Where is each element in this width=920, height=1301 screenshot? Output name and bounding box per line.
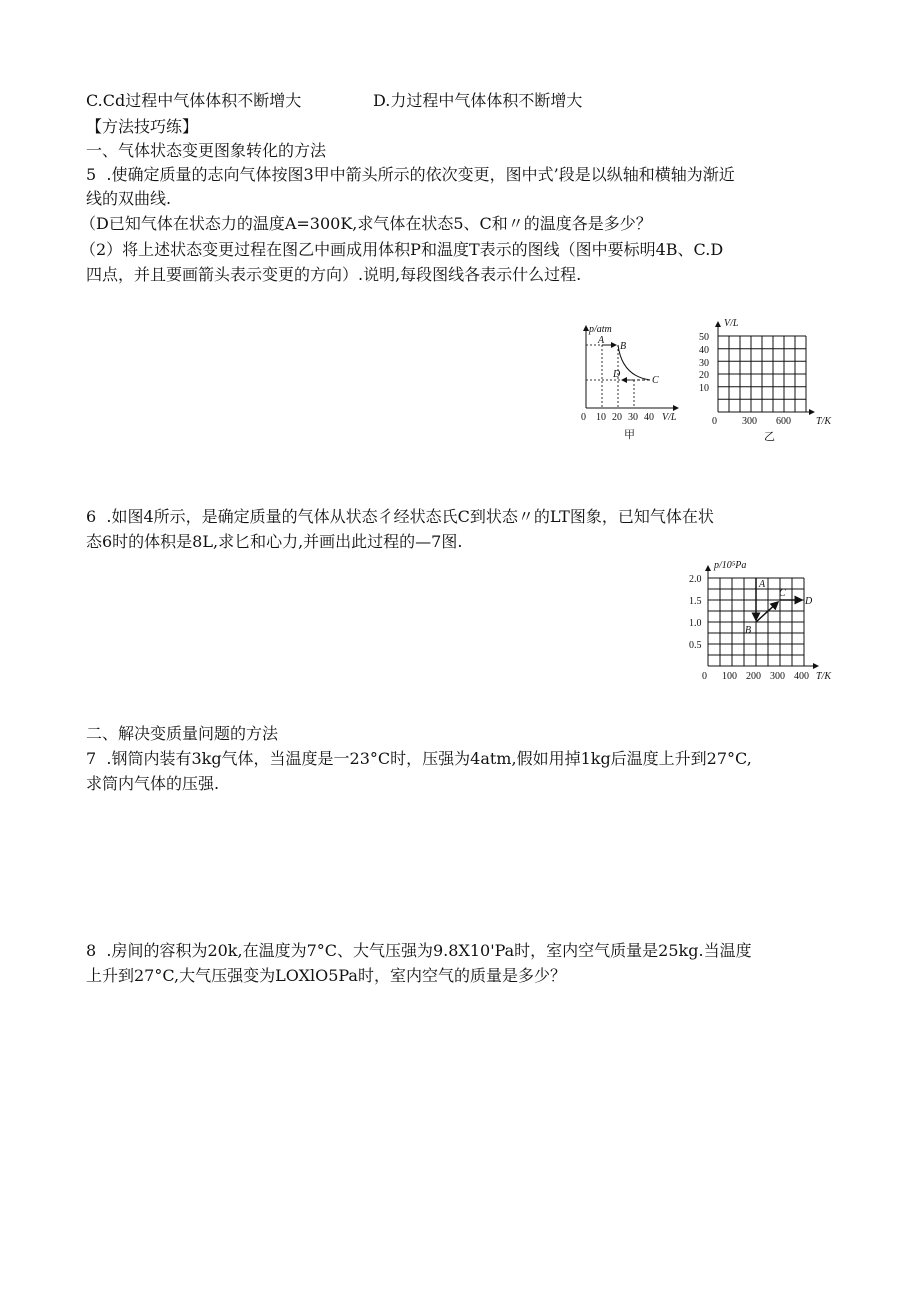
- jia-xtick-0: 0: [581, 412, 586, 423]
- yi-xlabel: T/K: [816, 416, 832, 427]
- subsection-heading-1: 一、气体状态变更图象转化的方法: [86, 141, 327, 160]
- question-8-line-1: 8 .房间的容积为20k,在温度为7°C、大气压强为9.8X10'Pa时，室内空气质量是25kg.当温度: [86, 941, 752, 960]
- question-6-line-1: 6 .如图4所示，是确定质量的气体从状态彳经状态氏C到状态〃的LT图象，已知气体在状: [86, 507, 714, 526]
- question-5-part-2: （2）将上述状态变更过程在图乙中画成用体积P和温度T表示的图线（图中要标明4B、C.D: [80, 240, 724, 259]
- option-c: C.Cd过程中气体体积不断增大: [86, 91, 302, 110]
- question-5-line-2: 线的双曲线.: [86, 189, 172, 208]
- jia-point-d: D: [613, 369, 621, 380]
- section-heading-methods: 【方法技巧练】: [86, 117, 199, 136]
- yi-ytick-40: 40: [699, 345, 709, 356]
- yi-xtick-600: 600: [776, 416, 791, 427]
- figure-yi-vt-grid: [694, 312, 844, 447]
- yi-ytick-20: 20: [699, 370, 709, 381]
- fig4-ytick-1.0: 1.0: [689, 618, 702, 629]
- question-5-part-2-cont: 四点，并且要画箭头表示变更的方向）.说明,每段图线各表示什么过程.: [86, 265, 582, 284]
- question-8-line-2: 上升到27°C,大气压强变为LOXlO5Pa时，室内空气的质量是多少？: [86, 966, 566, 985]
- yi-ytick-10: 10: [699, 383, 709, 394]
- fig4-xlabel: T/K: [816, 671, 832, 682]
- fig4-xtick-100: 100: [722, 671, 737, 682]
- fig4-xtick-0: 0: [702, 671, 707, 682]
- question-5-part-1: （D已知气体在状态力的温度A=300K,求气体在状态5、C和〃的温度各是多少？: [80, 214, 652, 233]
- fig4-xtick-200: 200: [746, 671, 761, 682]
- figure-jia-pv-diagram: [578, 318, 688, 443]
- jia-point-c: C: [652, 375, 659, 386]
- yi-ytick-50: 50: [699, 332, 709, 343]
- question-5-line-1: 5 .使确定质量的志向气体按图3甲中箭头所示的依次变更，图中式’段是以纵轴和横轴为渐近: [86, 165, 735, 184]
- fig4-point-d: D: [805, 596, 813, 607]
- jia-xtick-20: 20: [612, 412, 622, 423]
- yi-xtick-0: 0: [712, 416, 717, 427]
- fig4-point-c: C: [779, 588, 786, 599]
- yi-caption: 乙: [764, 431, 775, 443]
- question-7-line-2: 求筒内气体的压强.: [86, 774, 220, 793]
- yi-ytick-30: 30: [699, 358, 709, 369]
- fig4-point-a: A: [759, 579, 766, 590]
- fig4-xtick-300: 300: [770, 671, 785, 682]
- jia-xlabel: V/L: [662, 412, 677, 423]
- figure-4-pt-diagram: [686, 556, 846, 684]
- fig4-ytick-1.5: 1.5: [689, 596, 702, 607]
- jia-xtick-40: 40: [644, 412, 654, 423]
- fig4-ylabel: p/10⁵Pa: [714, 560, 747, 571]
- jia-caption: 甲: [624, 429, 635, 441]
- fig4-ytick-2.0: 2.0: [689, 574, 702, 585]
- fig4-point-b: B: [745, 625, 752, 636]
- jia-xtick-30: 30: [628, 412, 638, 423]
- jia-point-b: B: [620, 341, 627, 352]
- jia-xtick-10: 10: [596, 412, 606, 423]
- jia-ylabel: p/atm: [589, 324, 612, 335]
- question-7-line-1: 7 .钢筒内装有3kg气体，当温度是一23°C时，压强为4atm,假如用掉1kg后温度上升到27°C,: [86, 749, 752, 768]
- yi-ylabel: V/L: [724, 318, 739, 329]
- jia-point-a: A: [598, 335, 605, 346]
- option-d: D.力过程中气体体积不断增大: [373, 91, 583, 110]
- yi-xtick-300: 300: [742, 416, 757, 427]
- question-6-line-2: 态6时的体积是8L,求匕和心力,并画出此过程的—7图.: [86, 532, 463, 551]
- fig4-ytick-0.5: 0.5: [689, 640, 702, 651]
- subsection-heading-2: 二、解决变质量问题的方法: [86, 724, 279, 743]
- fig4-xtick-400: 400: [794, 671, 809, 682]
